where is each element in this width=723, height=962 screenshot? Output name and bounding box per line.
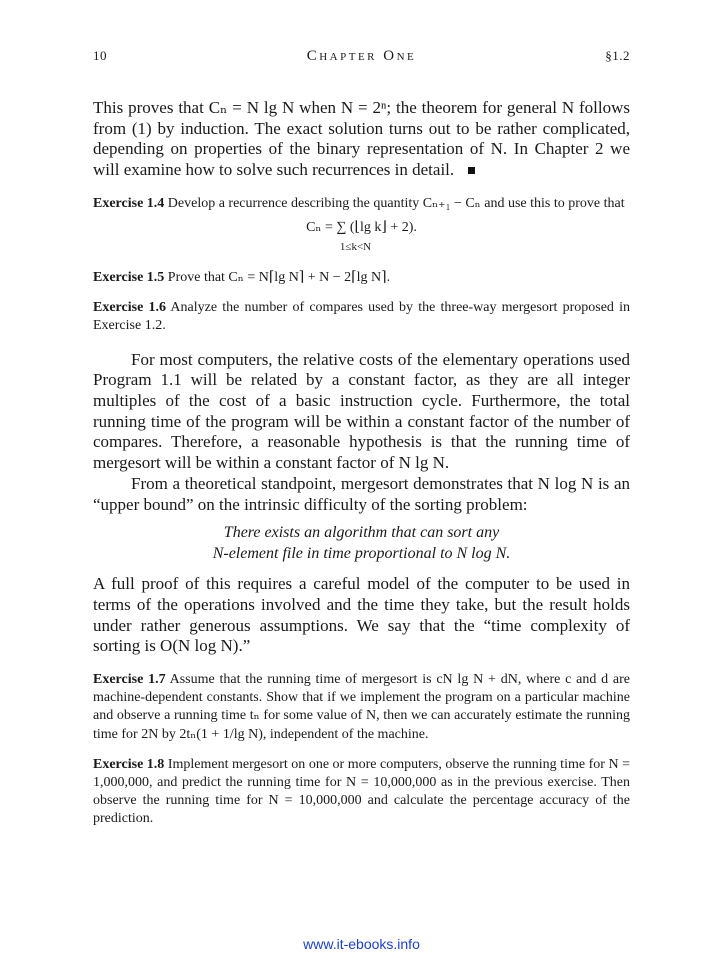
exercise-label: Exercise 1.7 bbox=[93, 672, 166, 688]
footer-link[interactable]: www.it-ebooks.info bbox=[303, 936, 420, 952]
theorem-statement bbox=[93, 523, 630, 564]
book-page bbox=[93, 48, 630, 829]
exercise-1-6 bbox=[93, 299, 630, 335]
chapter-title: Chapter One bbox=[306, 48, 417, 64]
qed-square-icon bbox=[468, 167, 475, 174]
page-number: 10 bbox=[93, 48, 107, 63]
theorem-line-2: N-element file in time proportional to N log N. bbox=[212, 544, 511, 562]
paragraph-running-time: For most computers, the relative costs of the elementary operations used Program 1.1 will be related by a constant factor, as they are all integer multiples of the cost of a basic instruction cycle. Furthermore, the total running time of the program will be within a constant factor of the number of compares. Therefore, a reasonable hypothesis is that the running time of mergesort will be within a constant factor of N lg N. bbox=[93, 349, 630, 473]
running-head bbox=[93, 48, 630, 70]
exercise-1-5 bbox=[93, 269, 630, 287]
exercise-text: Develop a recurrence describing the quantity Cₙ₊₁ − Cₙ and use this to prove that bbox=[167, 195, 625, 211]
section-number: §1.2 bbox=[605, 48, 630, 63]
equation-subscript: 1≤k<N bbox=[339, 241, 372, 254]
exercise-1-7 bbox=[93, 671, 630, 744]
equation-main: Cₙ = ∑ (⌊lg k⌋ + 2). bbox=[306, 220, 417, 236]
theorem-line-1: There exists an algorithm that can sort any bbox=[223, 524, 500, 542]
exercise-1-4 bbox=[93, 195, 630, 213]
exercise-label: Exercise 1.8 bbox=[93, 756, 165, 772]
exercise-label: Exercise 1.4 bbox=[93, 195, 165, 211]
exercise-text: Prove that Cₙ = N⌈lg N⌉ + N − 2⌈lg N⌉. bbox=[167, 270, 391, 286]
exercise-label: Exercise 1.5 bbox=[93, 270, 165, 286]
display-equation bbox=[93, 219, 630, 253]
exercise-label: Exercise 1.6 bbox=[93, 300, 166, 316]
exercise-text: Implement mergesort on one or more computers, observe the running time for N = 1,000,000, and predict the running time for N = 10,000,000 as in the previous exercise. Then observe the running time for N = 10,000,000 and calculate the percentage accuracy of the prediction. bbox=[93, 756, 630, 827]
exercise-1-8 bbox=[93, 756, 630, 829]
exercise-text: Analyze the number of compares used by the three-way mergesort proposed in Exercise 1.2. bbox=[93, 300, 630, 334]
exercise-text: Assume that the running time of mergesort is cN lg N + dN, where c and d are machine-dependent constants. Show that if we implement the program on a particular machine and observe a running time tₙ for some value of N, then we can accurately estimate the running time for 2N by 2tₙ(1 + 1/lg N), independent of the machine. bbox=[93, 672, 631, 742]
paragraph-upper-bound: From a theoretical standpoint, mergesort demonstrates that N log N is an “upper bound” on the intrinsic difficulty of the sorting problem: bbox=[93, 473, 630, 514]
paragraph-complexity: A full proof of this requires a careful model of the computer to be used in terms of the operations involved and the time they take, but the result holds under rather generous assumptions. We say that the “time complexity of sorting is O(N log N).” bbox=[93, 574, 630, 656]
paragraph-proof: This proves that Cₙ = N lg N when N = 2ⁿ; the theorem for general N follows from (1) by induction. The exact solution turns out to be rather complicated, depending on properties of the binary representation of N. In Chapter 2 we will examine how to solve such recurrences in detail. bbox=[93, 98, 630, 180]
